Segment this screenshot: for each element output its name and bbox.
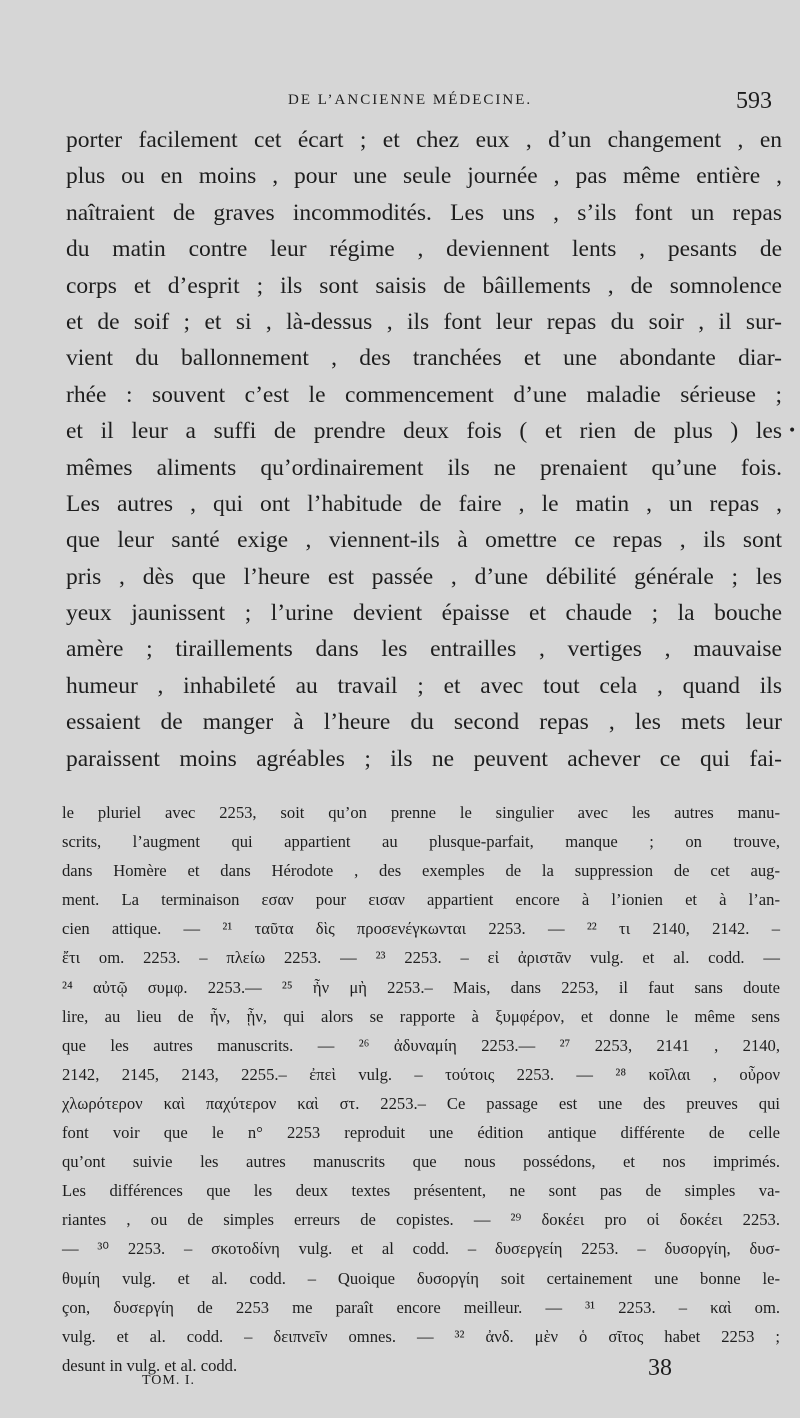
footnotes-block <box>62 798 780 1380</box>
footnote-line: scrits, l’augment qui appartient au plusque-parfait, manque ; on trouve, <box>62 832 780 852</box>
footnote-line: vulg. et al. codd. – δειπνεῖν omnes. — ³² ἀνδ. μὲν ὁ σῖτος habet 2253 ; <box>62 1326 780 1346</box>
main-text-line: mêmes aliments qu’ordinairement ils ne prenaient qu’une fois. <box>66 454 782 481</box>
main-text-line: amère ; tiraillements dans les entrailles , vertiges , mauvaise <box>66 636 782 663</box>
main-text-line: corps et d’esprit ; ils sont saisis de bâillements , de somnolence <box>66 272 782 299</box>
main-text-line: yeux jaunissent ; l’urine devient épaisse et chaude ; la bouche <box>66 600 782 627</box>
main-text-block <box>66 122 782 777</box>
footnote-line: çon, δυσεργίη de 2253 me paraît encore meilleur. — ³¹ 2253. – καὶ om. <box>62 1297 780 1317</box>
main-text-line: et il leur a suffi de prendre deux fois ( et rien de plus ) les <box>66 418 782 445</box>
footnote-line: dans Homère et dans Hérodote , des exemples de la suppression de cet aug- <box>62 861 780 881</box>
footnote-line: que les autres manuscrits. — ²⁶ ἀδυναμίη 2253.— ²⁷ 2253, 2141 , 2140, <box>62 1035 780 1055</box>
main-text-line: humeur , inhabileté au travail ; et avec tout cela , quand ils <box>66 672 782 699</box>
footnote-line: qu’ont suivie les autres manuscrits que nous possédons, et nos imprimés. <box>62 1152 780 1172</box>
main-text-line: paraissent moins agréables ; ils ne peuvent achever ce qui fai- <box>66 745 782 772</box>
footnote-line: χλωρότερον καὶ παχύτερον καὶ στ. 2253.– Ce passage est une des preuves qui <box>62 1093 780 1113</box>
footnote-line: ἔτι om. 2253. – πλείω 2253. — ²³ 2253. – εἰ ἀριστᾶν vulg. et al. codd. — <box>62 948 780 968</box>
page-footer <box>0 1355 800 1395</box>
footnote-line: — ³⁰ 2253. – σκοτοδίνη vulg. et al codd. – δυσεργείη 2253. – δυσοργίη, δυσ- <box>62 1239 780 1259</box>
running-head <box>0 88 800 118</box>
footnote-line: θυμίη vulg. et al. codd. – Quoique δυσοργίη soit certainement une bonne le- <box>62 1268 780 1288</box>
margin-mark: • <box>788 423 797 439</box>
footnote-line: lire, au lieu de ἦν, ᾖν, qui alors se rapporte à ξυμφέρον, et donne le même sens <box>62 1006 780 1026</box>
main-text-line: et de soif ; et si , là-dessus , ils font leur repas du soir , il sur- <box>66 308 782 335</box>
footnote-line: Les différences que les deux textes présentent, ne sont pas de simples va- <box>62 1181 780 1201</box>
main-text-line: Les autres , qui ont l’habitude de faire , le matin , un repas , <box>66 490 782 517</box>
main-text-line: plus ou en moins , pour une seule journée , pas même entière , <box>66 163 782 190</box>
footnote-line: desunt in vulg. et al. codd. <box>62 1355 238 1375</box>
main-text-line: pris , dès que l’heure est passée , d’une débilité générale ; les <box>66 563 782 590</box>
footnote-line: le pluriel avec 2253, soit qu’on prenne le singulier avec les autres manu- <box>62 803 780 822</box>
footnote-line: cien attique. — ²¹ ταῦτα δὶς προσενέγκωνται 2253. — ²² τι 2140, 2142. – <box>62 919 780 939</box>
main-text-line: rhée : souvent c’est le commencement d’une maladie sérieuse ; <box>66 381 782 408</box>
footnote-line: font voir que le n° 2253 reproduit une édition antique différente de celle <box>62 1123 780 1143</box>
volume-label: TOM. I. <box>142 1373 196 1388</box>
main-text-line: vient du ballonnement , des tranchées et une abondante diar- <box>66 345 782 372</box>
main-text-line: naîtraient de graves incommodités. Les uns , s’ils font un repas <box>66 199 782 226</box>
page-number: 593 <box>736 88 772 114</box>
main-text-line: que leur santé exige , viennent-ils à omettre ce repas , ils sont <box>66 527 782 554</box>
main-text-line: porter facilement cet écart ; et chez eux , d’un changement , en <box>66 127 782 153</box>
running-title: DE L’ANCIENNE MÉDECINE. <box>288 92 533 108</box>
footnote-line: ²⁴ αὐτῷ συμφ. 2253.— ²⁵ ἦν μὴ 2253.– Mais, dans 2253, il faut sans doute <box>62 977 780 997</box>
main-text-line: essaient de manger à l’heure du second repas , les mets leur <box>66 709 782 736</box>
signature-mark: 38 <box>648 1355 672 1381</box>
main-text-line: du matin contre leur régime , deviennent lents , pesants de <box>66 236 782 263</box>
footnote-line: ment. La terminaison εσαν pour εισαν appartient encore à l’ionien et à l’an- <box>62 890 780 910</box>
footnote-line: 2142, 2145, 2143, 2255.– ἐπεὶ vulg. – τούτοις 2253. — ²⁸ κοῖλαι , οὖρον <box>62 1064 780 1084</box>
footnote-line: riantes , ou de simples erreurs de copistes. — ²⁹ δοκέει pro οἱ δοκέει 2253. <box>62 1210 780 1230</box>
